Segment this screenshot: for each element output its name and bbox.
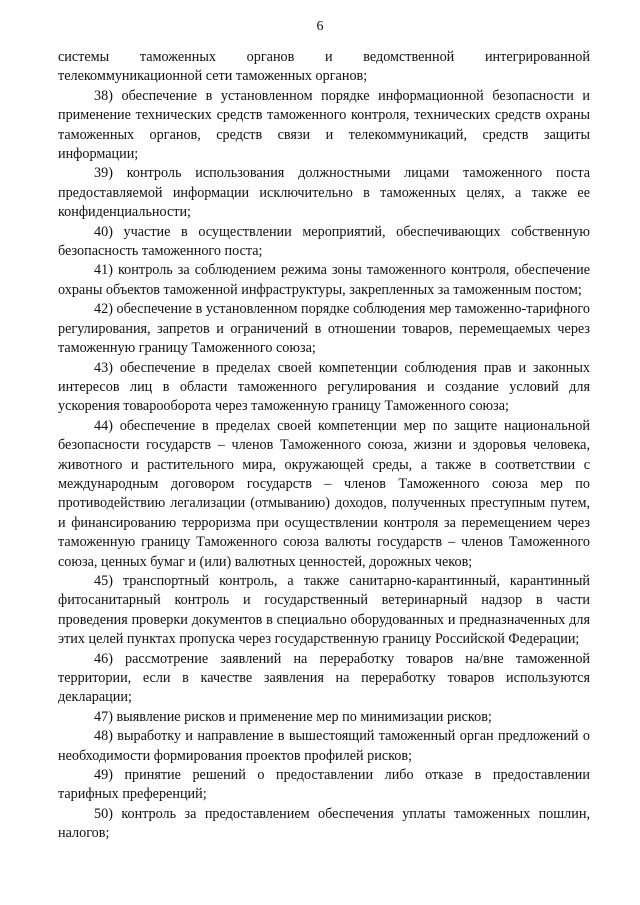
- paragraph: 50) контроль за предоставлением обеспечения уплаты таможенных пошлин, налогов;: [58, 805, 590, 842]
- paragraph: 45) транспортный контроль, а также санитарно-карантинный, карантинный фитосанитарный контроль и государственный ветеринарный надзор в части проведения проверки документов в специально оборудованных и предназначенных для этих целей пунктах пропуска через государственную границу Российской Федерации;: [58, 572, 590, 648]
- paragraph: 49) принятие решений о предоставлении либо отказе в предоставлении тарифных преференций;: [58, 767, 590, 803]
- paragraph: 39) контроль использования должностными лицами таможенного поста предоставляемой информации исключительно в таможенных целях, а также ее конфиденциальности;: [58, 165, 590, 221]
- page-number: 6: [316, 19, 324, 34]
- paragraph: 44) обеспечение в пределах своей компетенции мер по защите национальной безопасности государств – членов Таможенного союза, жизни и здоровья человека, животного и растительного мира, окружающей среды, а также в соответствии с международным договором государств – членов Таможенного союза мер по противодействию легализации (отмыванию) доходов, полученных преступным путем, и финансированию терроризма при осуществлении контроля за перемещением через таможенную границу Таможенного союза валюты государств – членов Таможенного союза, ценных бумаг и (или) валютных ценностей, дорожных чеков;: [58, 417, 590, 570]
- paragraph: 41) контроль за соблюдением режима зоны таможенного контроля, обеспечение охраны объектов таможенной инфраструктуры, закрепленных за таможенным постом;: [58, 262, 590, 298]
- paragraph: 48) выработку и направление в вышестоящий таможенный орган предложений о необходимости формирования проектов профилей рисков;: [58, 728, 590, 764]
- paragraph: 42) обеспечение в установленном порядке соблюдения мер таможенно-тарифного регулирования, запретов и ограничений в отношении товаров, перемещаемых через таможенную границу Таможенного союза;: [58, 301, 590, 357]
- paragraph: 43) обеспечение в пределах своей компетенции соблюдения прав и законных интересов лиц в области таможенного регулирования и создание условий для ускорения товарооборота через таможенную границу Таможенного союза;: [58, 359, 590, 415]
- paragraph: 38) обеспечение в установленном порядке информационной безопасности и применение технических средств таможенного контроля, технических средств охраны таможенных органов, средств связи и телекоммуникаций, средств защиты информации;: [58, 87, 590, 163]
- document-body: [58, 48, 590, 844]
- paragraph: 40) участие в осуществлении мероприятий, обеспечивающих собственную безопасность таможенного поста;: [58, 223, 590, 260]
- paragraph: 47) выявление рисков и применение мер по минимизации рисков;: [94, 708, 492, 725]
- paragraph: системы таможенных органов и ведомственной интегрированной телекоммуникационной сети таможенных органов;: [58, 49, 590, 85]
- paragraph: 46) рассмотрение заявлений на переработку товаров на/вне таможенной территории, если в качестве заявления на переработку товаров используются декларации;: [58, 650, 590, 706]
